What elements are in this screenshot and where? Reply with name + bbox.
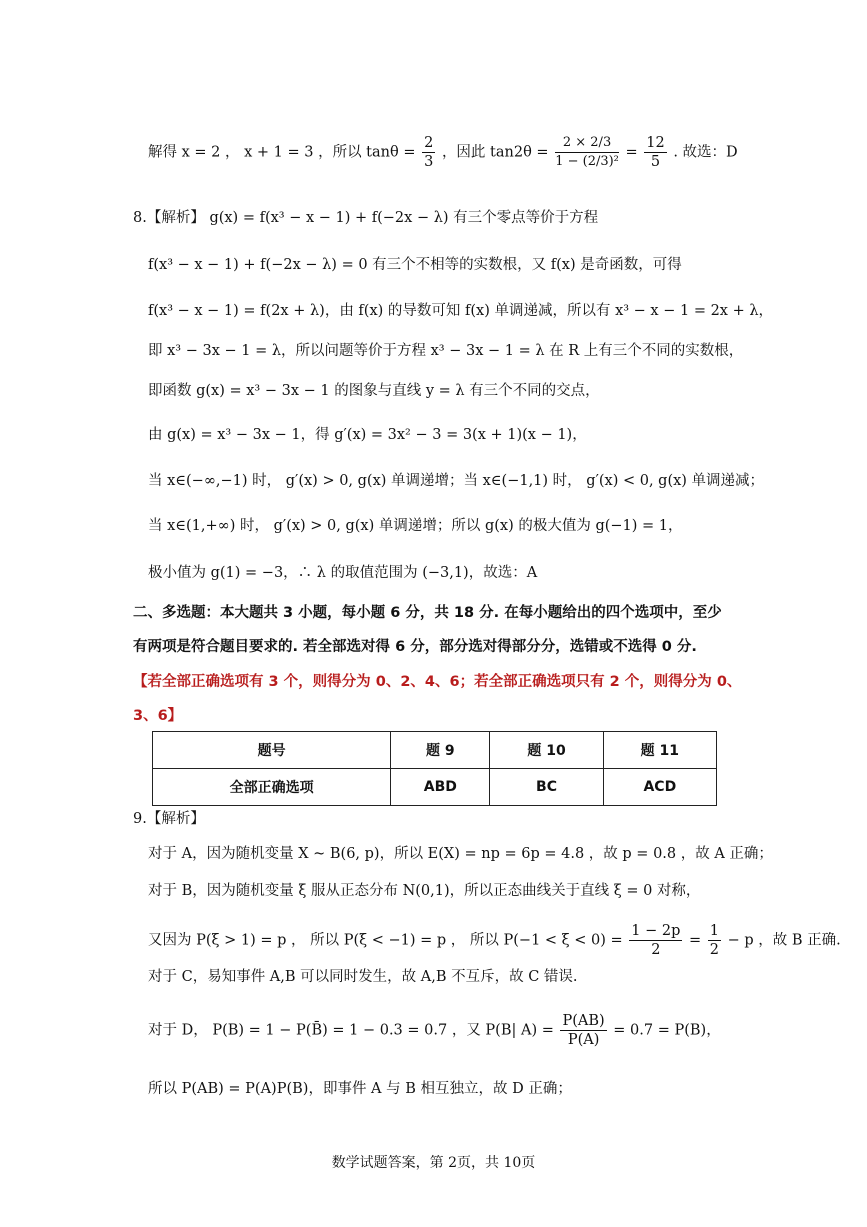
table-cell: 全部正确选项 [153,769,391,806]
numerator: P(AB) [562,1013,605,1029]
text: 解得 x = 2 ， x + 1 = 3 ，所以 tanθ = [148,144,421,161]
q9-line-6: 所以 P(AB) = P(A)P(B)，即事件 A 与 B 相互独立，故 D 正确； [148,1081,572,1097]
q8-line-5: 由 g(x) = x³ − 3x − 1，得 g′(x) = 3x² − 3 = 3(x + 1)(x − 1)， [148,427,587,443]
table-cell: ABD [391,769,490,806]
text: 又因为 P(ξ > 1) = p ， 所以 P(ξ < −1) = p ， 所以 P(−1 < ξ < 0) = [148,932,628,949]
numerator: 2 × 2/3 [555,134,619,153]
q9-line-2: 对于 B，因为随机变量 ξ 服从正态分布 N(0,1)，所以正态曲线关于直线 ξ = 0 对称， [148,883,701,899]
line-top-result [148,134,738,171]
numerator: 2 [424,135,434,151]
table-cell: BC [490,769,603,806]
q8-line-1: f(x³ − x − 1) + f(−2x − λ) = 0 有三个不相等的实数根，又 f(x) 是奇函数，可得 [148,257,682,273]
denominator: 2 [709,942,719,958]
answer-table [152,731,717,806]
q9-line-4: 对于 C，易知事件 A,B 可以同时发生，故 A,B 不互斥，故 C 错误. [148,969,578,985]
text: ，因此 tan2θ = [441,144,554,161]
fraction [555,134,619,171]
denominator: 5 [650,154,661,170]
fraction [560,1012,606,1049]
q9-line-5 [148,1012,721,1049]
table-cell: 题 9 [391,732,490,769]
q9-heading: 9.【解析】 [133,811,205,827]
text: = [689,932,706,949]
table-row [153,769,717,806]
numerator: 1 [709,923,719,939]
denominator: 2 [651,942,661,958]
denominator: 1 − (2/3)² [555,154,619,169]
q8-line-2: f(x³ − x − 1) = f(2x + λ)，由 f(x) 的导数可知 f(x) 单调递减，所以有 x³ − x − 1 = 2x + λ， [148,303,774,319]
text: = 0.7 = P(B)， [613,1022,721,1039]
fraction [422,134,435,171]
numerator: 12 [646,135,665,151]
table-cell: 题 10 [490,732,603,769]
text: = [625,144,643,161]
q8-line-3: 即 x³ − 3x − 1 = λ，所以问题等价于方程 x³ − 3x − 1 = λ 在 R 上有三个不同的实数根， [148,343,744,359]
table-header-row [153,732,717,769]
q8-line-7: 当 x∈(1,+∞) 时， g′(x) > 0, g(x) 单调递增；所以 g(x) 的极大值为 g(−1) = 1， [148,518,683,534]
page-footer: 数学试题答案，第 2页，共 10页 [331,1155,536,1171]
fraction [629,922,682,959]
table-cell: 题号 [153,732,391,769]
text: 对于 D， P(B) = 1 − P(B̄) = 1 − 0.3 = 0.7 ，又 P(B| A) = [148,1022,559,1039]
table-cell: ACD [603,769,716,806]
denominator: 3 [424,154,434,170]
q8-line-4: 即函数 g(x) = x³ − 3x − 1 的图象与直线 y = λ 有三个不同的交点， [148,383,600,399]
table-cell: 题 11 [603,732,716,769]
text: . 故选：D [673,144,738,161]
q9-line-3 [148,922,841,959]
denominator: P(A) [567,1032,600,1048]
q9-line-1: 对于 A，因为随机变量 X ~ B(6, p)，所以 E(X) = np = 6p = 4.8 ，故 p = 0.8 ，故 A 正确； [148,846,773,862]
numerator: 1 − 2p [631,923,681,939]
q8-line-8: 极小值为 g(1) = −3，∴ λ 的取值范围为 (−3,1)，故选：A [148,565,538,581]
scoring-note-line-1: 【若全部正确选项有 3 个，则得分为 0、2、4、6；若全部正确选项只有 2 个，则得分为 0、 [133,674,742,690]
section-2-line-2: 有两项是符合题目要求的. 若全部选对得 6 分，部分选对得部分分，选错或不选得 0 分. [133,639,697,655]
section-2-line-1: 二、多选题：本大题共 3 小题，每小题 6 分，共 18 分. 在每小题给出的四个选项中，至少 [133,605,722,621]
fraction [644,134,666,171]
q8-heading: 8.【解析】 g(x) = f(x³ − x − 1) + f(−2x − λ) 有三个零点等价于方程 [133,210,599,226]
fraction [708,922,721,959]
text: − p ，故 B 正确. [727,932,841,949]
q8-line-6: 当 x∈(−∞,−1) 时， g′(x) > 0, g(x) 单调递增；当 x∈(−1,1) 时， g′(x) < 0, g(x) 单调递减； [148,473,765,489]
scoring-note-line-2: 3、6】 [133,708,183,724]
